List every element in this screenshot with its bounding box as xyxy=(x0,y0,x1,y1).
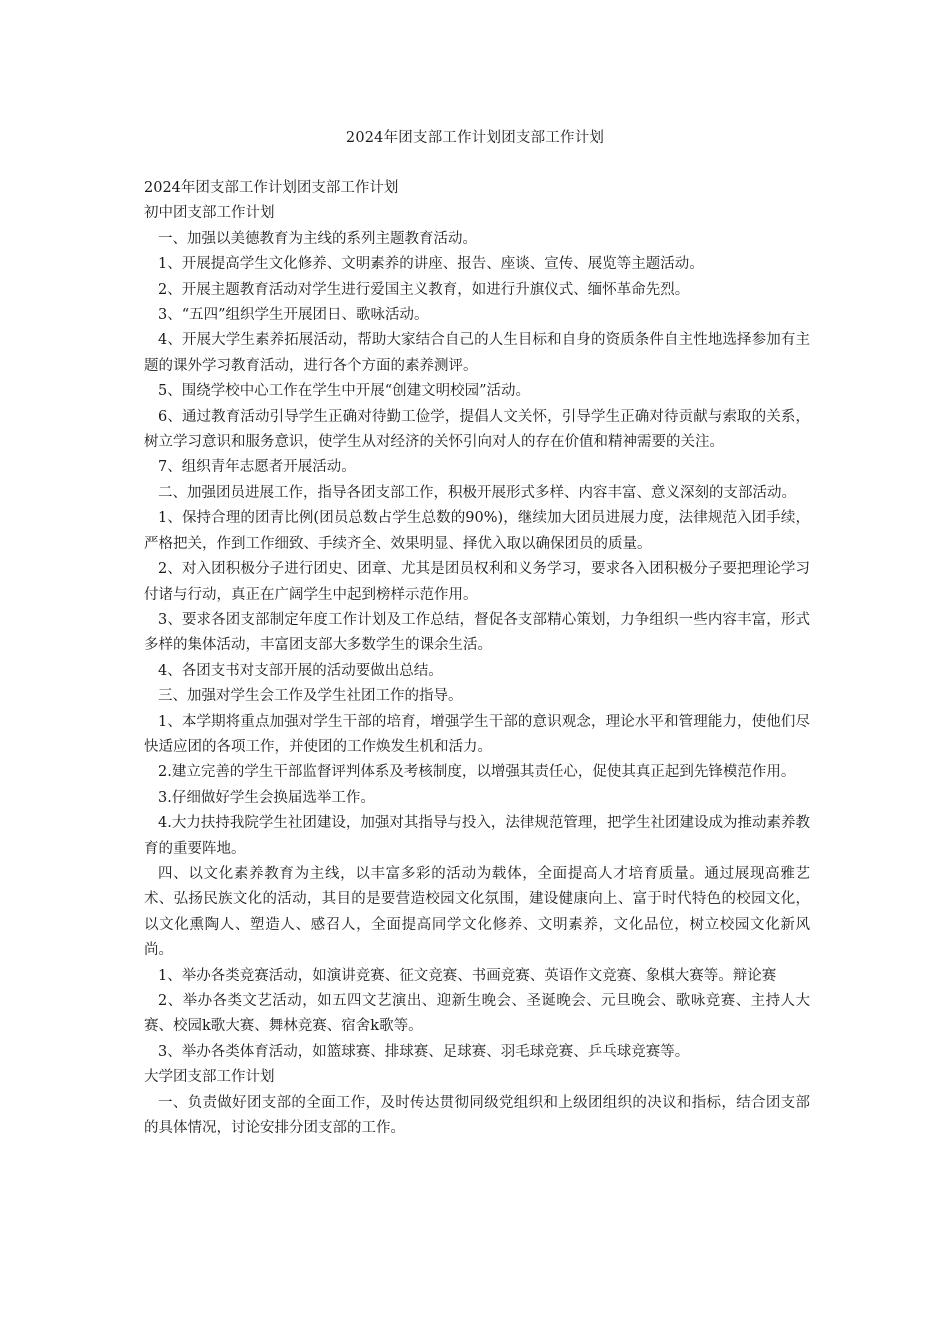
paragraph: 一、加强以美德教育为主线的系列主题教育活动。 xyxy=(158,230,477,247)
paragraph: 4.大力扶持我院学生社团建设，加强对其指导与投入，法律规范管理，把学生社团建设成为推动素养教育的重要阵地。 xyxy=(144,815,810,857)
paragraph: 2.建立完善的学生干部监督评判体系及考核制度，以增强其责任心，促使其真正起到先锋模范作用。 xyxy=(158,764,796,781)
paragraph: 4、各团支书对支部开展的活动要做出总结。 xyxy=(158,662,443,679)
paragraph: 四、以文化素养教育为主线，以丰富多彩的活动为载体，全面提高人才培育质量。通过展现高雅艺术、弘扬民族文化的活动，其目的是要营造校园文化氛围，建设健康向上、富于时代特色的校园文化，以文化熏陶人、塑造人、感召人，全面提高同学文化修养、文明素养，文化品位，树立校园文化新风尚。 xyxy=(144,865,810,959)
paragraph: 二、加强团员进展工作，指导各团支部工作，积极开展形式多样、内容丰富、意义深刻的支部活动。 xyxy=(158,484,796,501)
paragraph: 三、加强对学生会工作及学生社团工作的指导。 xyxy=(158,688,463,705)
paragraph: 3、要求各团支部制定年度工作计划及工作总结，督促各支部精心策划，力争组织一些内容丰富，形式多样的集体活动，丰富团支部大多数学生的课余生活。 xyxy=(144,611,810,654)
paragraph: 2、举办各类文艺活动，如五四文艺演出、迎新生晚会、圣诞晚会、元旦晚会、歌咏竞赛、主持人大赛、校园k歌大赛、舞林竞赛、宿舍k歌等。 xyxy=(144,993,810,1035)
paragraph: 5、围绕学校中心工作在学生中开展“创建文明校园”活动。 xyxy=(158,383,531,400)
paragraph: 一、负责做好团支部的全面工作，及时传达贯彻同级党组织和上级团组织的决议和指标，结合团支部的具体情况，讨论安排分团支部的工作。 xyxy=(144,1094,810,1137)
paragraph: 3、举办各类体育活动，如篮球赛、排球赛、足球赛、羽毛球竞赛、乒乓球竞赛等。 xyxy=(158,1043,690,1060)
paragraph: 6、通过教育活动引导学生正确对待勤工俭学，提倡人文关怀，引导学生正确对待贡献与索取的关系，树立学习意识和服务意识，使学生从对经济的关怀引向对人的存在价值和精神需要的关注。 xyxy=(144,408,810,451)
document-title: 2024年团支部工作计划团支部工作计划 xyxy=(345,130,605,146)
paragraph: 2、对入团积极分子进行团史、团章、尤其是团员权利和义务学习，要求各入团积极分子要把理论学习付诸与行动，真正在广阔学生中起到榜样示范作用。 xyxy=(144,561,810,603)
document-body xyxy=(144,176,810,1141)
paragraph: 3.仔细做好学生会换届选举工作。 xyxy=(158,789,375,806)
paragraph: 大学团支部工作计划 xyxy=(144,1069,275,1086)
paragraph: 1、保持合理的团青比例(团员总数占学生总数的90%)，继续加大团员进展力度，法律规范入团手续，严格把关，作到工作细致、手续齐全、效果明显、择优入取以确保团员的质量。 xyxy=(144,510,810,552)
paragraph: 7、组织青年志愿者开展活动。 xyxy=(158,459,356,476)
paragraph: 1、本学期将重点加强对学生干部的培育，增强学生干部的意识观念，理论水平和管理能力，使他们尽快适应团的各项工作，并使团的工作焕发生机和活力。 xyxy=(144,713,810,755)
paragraph: 2、开展主题教育活动对学生进行爱国主义教育，如进行升旗仪式、缅怀革命先烈。 xyxy=(158,281,690,298)
paragraph: 1、开展提高学生文化修养、文明素养的讲座、报告、座谈、宣传、展览等主题活动。 xyxy=(158,256,704,273)
paragraph: 1、举办各类竞赛活动，如演讲竞赛、征文竞赛、书画竞赛、英语作文竞赛、象棋大赛等。辩论赛 xyxy=(158,967,777,984)
paragraph: 2024年团支部工作计划团支部工作计划 xyxy=(144,180,399,196)
paragraph: 3、“五四”组织学生开展团日、歌咏活动。 xyxy=(158,307,429,324)
paragraph: 4、开展大学生素养拓展活动，帮助大家结合自己的人生目标和自身的资质条件自主性地选择参加有主题的课外学习教育活动，进行各个方面的素养测评。 xyxy=(144,332,810,374)
paragraph: 初中团支部工作计划 xyxy=(144,205,275,222)
